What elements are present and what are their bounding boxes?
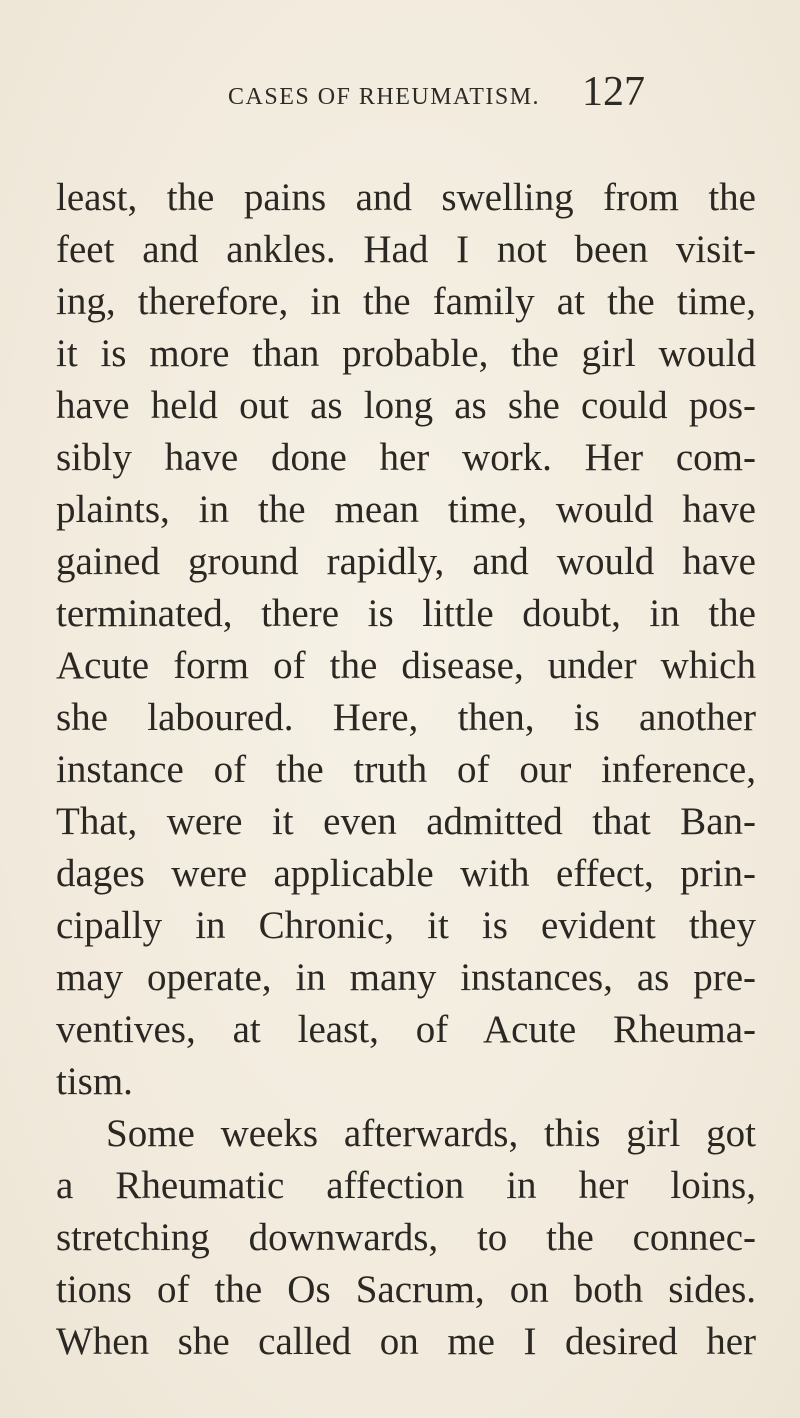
text-line: may operate, in many instances, as pre-	[56, 956, 756, 999]
text-line: tism.	[56, 1060, 133, 1103]
text-line: have held out as long as she could pos-	[56, 384, 756, 427]
text-line: ing, therefore, in the family at the time,	[56, 280, 756, 323]
body-text	[56, 172, 756, 1368]
text-line: dages were applicable with effect, prin-	[56, 852, 756, 895]
text-line: ventives, at least, of Acute Rheuma-	[56, 1008, 756, 1051]
running-title: CASES OF RHEUMATISM.	[228, 84, 541, 110]
text-line: least, the pains and swelling from the	[56, 176, 756, 219]
text-line: Acute form of the disease, under which	[56, 644, 756, 687]
page-number: 127	[582, 69, 645, 115]
text-line: sibly have done her work. Her com-	[56, 436, 756, 479]
paragraph-start-line: Some weeks afterwards, this girl got	[106, 1112, 756, 1155]
text-line: When she called on me I desired her	[56, 1320, 756, 1363]
text-line: a Rheumatic affection in her loins,	[56, 1164, 756, 1207]
text-line: stretching downwards, to the connec-	[56, 1216, 756, 1259]
text-line: terminated, there is little doubt, in the	[56, 592, 756, 635]
text-line: tions of the Os Sacrum, on both sides.	[56, 1268, 756, 1311]
text-line: plaints, in the mean time, would have	[56, 488, 756, 531]
text-line: cipally in Chronic, it is evident they	[56, 904, 756, 947]
text-line: gained ground rapidly, and would have	[56, 540, 756, 583]
text-line: That, were it even admitted that Ban-	[56, 800, 756, 843]
text-line: feet and ankles. Had I not been visit-	[56, 228, 756, 271]
text-line: it is more than probable, the girl would	[56, 332, 756, 375]
text-line: she laboured. Here, then, is another	[56, 696, 756, 739]
text-line: instance of the truth of our inference,	[56, 748, 756, 791]
